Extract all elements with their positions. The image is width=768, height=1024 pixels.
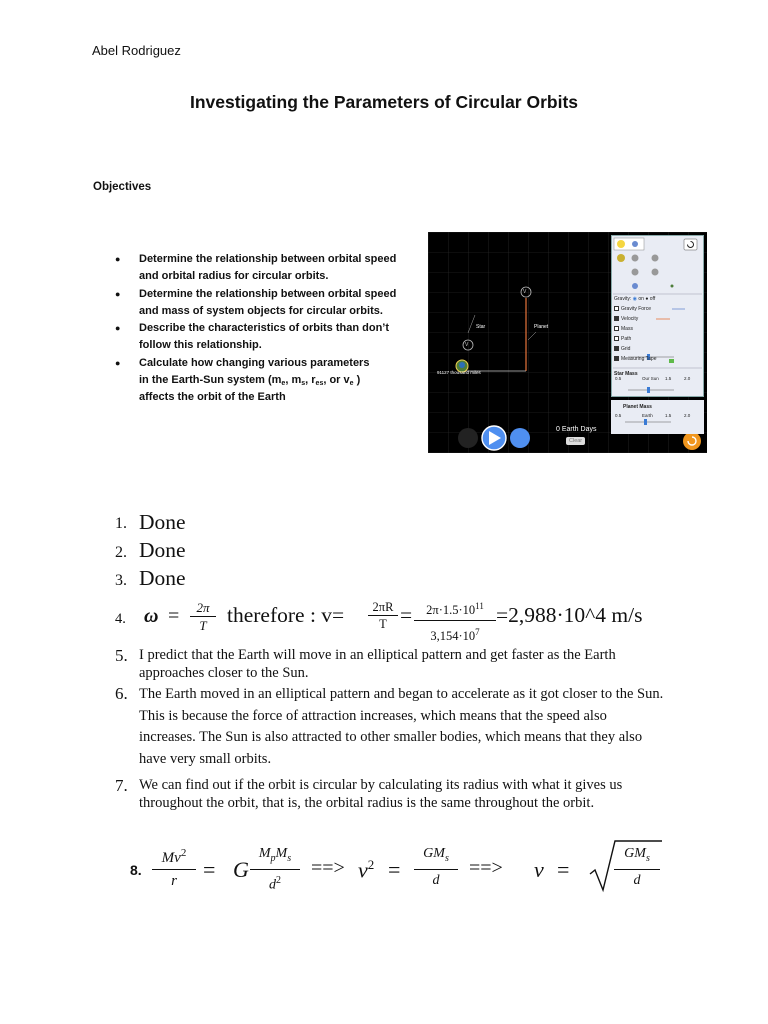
exponent: 2 xyxy=(367,857,375,872)
exponent: 7 xyxy=(475,627,480,638)
checkbox-grid[interactable] xyxy=(614,346,630,352)
implies-arrow: ==> xyxy=(469,857,503,879)
fraction-numerator: 2πR xyxy=(372,600,394,614)
answer-text: Done xyxy=(139,510,186,534)
answer-text: I predict that the Earth will move in an elliptical pattern and get faster as the Earth approaches closer to the Sun. xyxy=(139,647,616,681)
days-label: 0 Earth Days xyxy=(556,426,597,433)
answer-number: 6. xyxy=(115,684,128,703)
answer-number: 8. xyxy=(130,862,142,878)
subscript: s xyxy=(645,852,650,864)
objective-line: affects the orbit of the Earth xyxy=(139,391,286,404)
velocity-marker-label: V xyxy=(523,289,527,295)
equals-sign: = xyxy=(388,857,401,882)
answer-number: 2. xyxy=(115,544,127,561)
answer-number: 7. xyxy=(115,776,128,795)
objectives-heading: Objectives xyxy=(93,181,152,193)
fraction-denominator: 3,154·10 xyxy=(430,629,476,644)
answer-number: 4. xyxy=(115,611,126,627)
tape-label: 91127 thousand miles xyxy=(437,370,481,375)
fraction-gravity xyxy=(250,843,300,896)
star-tick-label: Our Sun xyxy=(642,376,659,381)
fraction-denominator: d xyxy=(269,877,276,893)
earth-on-sun-icon xyxy=(459,362,465,368)
radio-off-icon[interactable]: ● xyxy=(645,296,649,302)
checkbox-checked-icon[interactable] xyxy=(614,346,619,351)
fraction-denominator: T xyxy=(190,616,216,634)
reset-button[interactable] xyxy=(683,432,701,450)
fraction-gm-d xyxy=(414,843,458,892)
gravitational-constant: G xyxy=(233,857,249,882)
gravity-on-label: on xyxy=(638,296,644,302)
checkbox-label: Path xyxy=(621,336,632,342)
planet-label: Planet xyxy=(534,324,549,330)
equals-sign: = xyxy=(168,605,180,627)
fraction-denominator-wrap xyxy=(250,869,300,897)
velocity-symbol-v: v xyxy=(358,857,368,883)
star-label: Star xyxy=(476,324,486,330)
checkbox-measuring-tape[interactable] xyxy=(614,356,657,362)
tape-icon xyxy=(669,359,674,363)
fraction-numerator-wrap xyxy=(426,603,484,617)
preset-icon[interactable] xyxy=(652,255,659,262)
simulation-screenshot xyxy=(428,232,707,453)
fraction-omega xyxy=(190,600,216,634)
fraction-denominator: d xyxy=(614,869,660,892)
answer-text: Done xyxy=(139,538,186,562)
checkbox-path[interactable] xyxy=(614,336,631,342)
control-panel xyxy=(611,235,704,397)
gravity-label: Gravity: xyxy=(614,296,632,302)
subscript: e xyxy=(349,380,354,388)
subscript: s xyxy=(287,852,292,864)
subscript: p xyxy=(270,852,276,864)
checkbox-checked-icon[interactable] xyxy=(614,356,619,361)
checkbox-label: Measuring Tape xyxy=(621,356,657,362)
velocity-marker-label: V xyxy=(465,342,469,348)
fraction-denominator: T xyxy=(368,615,398,632)
equals-sign: = xyxy=(400,603,413,627)
star-tick-label: 2.0 xyxy=(684,376,691,381)
equals-sign: = xyxy=(203,857,216,882)
preset-icon[interactable] xyxy=(652,269,659,276)
preset-icon[interactable] xyxy=(632,269,639,276)
step-button[interactable] xyxy=(510,428,530,448)
checkbox-checked-icon[interactable] xyxy=(614,316,619,321)
rewind-button[interactable] xyxy=(458,428,478,448)
sun-preset-icon[interactable] xyxy=(617,240,625,248)
fraction-denominator-wrap xyxy=(414,620,496,647)
reload-button[interactable] xyxy=(684,239,697,250)
fraction-numerator: Mv xyxy=(161,850,181,866)
answer-text: The Earth moved in an elliptical pattern and began to accelerate as it got closer to the Sun. This is because the force of attraction increases, which means that the speed also increases. The Sun is also attracted to other smaller bodies, which means that they also have very small orbits. xyxy=(139,686,664,767)
preset-icon[interactable] xyxy=(632,283,638,289)
star-tick-label: 0.5 xyxy=(615,376,622,381)
exponent: 11 xyxy=(475,601,484,611)
objective-item xyxy=(115,355,405,407)
play-button[interactable] xyxy=(482,426,506,450)
checkbox-velocity[interactable] xyxy=(614,316,638,322)
checkbox-gravity-force[interactable] xyxy=(614,306,651,312)
fraction-values xyxy=(414,596,496,647)
velocity-result: =2,988·10^4 m/s xyxy=(496,603,643,627)
objective-text: , m xyxy=(285,374,302,387)
fraction-centripetal xyxy=(152,843,196,892)
preset-icon[interactable] xyxy=(617,254,625,262)
subscript: e xyxy=(281,380,286,388)
exponent: 2 xyxy=(180,847,187,859)
therefore-text: therefore : v= xyxy=(227,603,345,627)
planet-tick-label: Earth xyxy=(642,413,653,418)
preset-icon[interactable] xyxy=(632,255,639,262)
answer-number: 1. xyxy=(115,515,127,532)
checkbox-icon[interactable] xyxy=(614,306,619,311)
planet-preset-icon[interactable] xyxy=(632,241,638,247)
fraction-numerator-wrap xyxy=(624,846,650,864)
velocity-symbol xyxy=(358,857,374,883)
checkbox-icon[interactable] xyxy=(614,326,619,331)
fraction-numerator-wrap xyxy=(161,847,187,866)
fraction-velocity xyxy=(368,600,398,632)
fraction-denominator: r xyxy=(152,869,196,892)
planet-tick-label: 2.0 xyxy=(684,413,691,418)
star-tick-label: 1.5 xyxy=(665,376,672,381)
objective-text: , or v xyxy=(323,374,350,387)
fraction-numerator: M xyxy=(258,846,271,861)
star-mass-label: Star Mass xyxy=(614,371,638,377)
objective-text: in the Earth-Sun system (m xyxy=(139,374,282,387)
fraction-numerator: M xyxy=(275,846,288,861)
fraction-root xyxy=(614,843,660,892)
checkbox-icon[interactable] xyxy=(614,336,619,341)
gravity-toggle[interactable] xyxy=(614,296,655,302)
planet-tick-label: 0.5 xyxy=(615,413,622,418)
planet-mass-thumb[interactable] xyxy=(647,387,650,393)
fraction-numerator: GM xyxy=(423,846,445,861)
answer-number: 3. xyxy=(115,572,127,589)
fraction-numerator: 2π·1.5·10 xyxy=(426,603,476,618)
implies-arrow: ==> xyxy=(311,857,345,879)
author-name: Abel Rodriguez xyxy=(92,43,181,58)
exponent: 2 xyxy=(276,874,281,886)
equals-sign: = xyxy=(557,857,570,882)
checkbox-label: Mass xyxy=(621,326,633,332)
fraction-numerator-wrap xyxy=(423,846,449,864)
fraction-numerator-wrap xyxy=(258,846,292,864)
subscript: es xyxy=(315,380,324,388)
fraction-numerator: 2π xyxy=(196,600,210,615)
objective-item: ● Determine the relationship between orbital speed and orbital radius for circular orbits. xyxy=(115,251,405,286)
clear-button[interactable]: Clear xyxy=(566,437,585,445)
omega-symbol: ω xyxy=(144,605,159,627)
objective-text: ) xyxy=(353,374,361,387)
fraction-numerator: GM xyxy=(624,846,646,861)
answer-text: Done xyxy=(139,566,186,590)
planet-tick-label: 1.5 xyxy=(665,413,672,418)
planet-mass-label: Planet Mass xyxy=(623,404,652,410)
objective-line: Calculate how changing various parameters xyxy=(139,356,370,369)
preset-icon[interactable] xyxy=(671,285,674,288)
subscript: s xyxy=(301,380,306,388)
checkbox-label: Grid xyxy=(621,346,631,352)
fraction-denominator: d xyxy=(414,869,458,892)
objective-item: ● Determine the relationship between orbital speed and mass of system objects for circular orbits. xyxy=(115,286,405,321)
objectives-list xyxy=(115,251,405,407)
gravity-off-label: off xyxy=(649,296,656,302)
checkbox-label: Velocity xyxy=(621,316,639,322)
checkbox-mass[interactable] xyxy=(614,326,633,332)
objective-text: , r xyxy=(305,374,316,387)
page-title: Investigating the Parameters of Circular Orbits xyxy=(189,92,579,112)
objective-item: ● Describe the characteristics of orbits than don’t follow this relationship. xyxy=(115,320,405,355)
radio-on-icon[interactable]: ◉ xyxy=(632,296,637,302)
answer-number: 5. xyxy=(115,646,128,665)
checkbox-label: Gravity Force xyxy=(621,306,652,312)
velocity-symbol: v xyxy=(534,857,544,882)
subscript: s xyxy=(444,852,449,864)
answer-text: We can find out if the orbit is circular by calculating its radius with what it gives us throughout the orbit, that is, the orbital radius is the same throughout the orbit. xyxy=(139,777,623,811)
